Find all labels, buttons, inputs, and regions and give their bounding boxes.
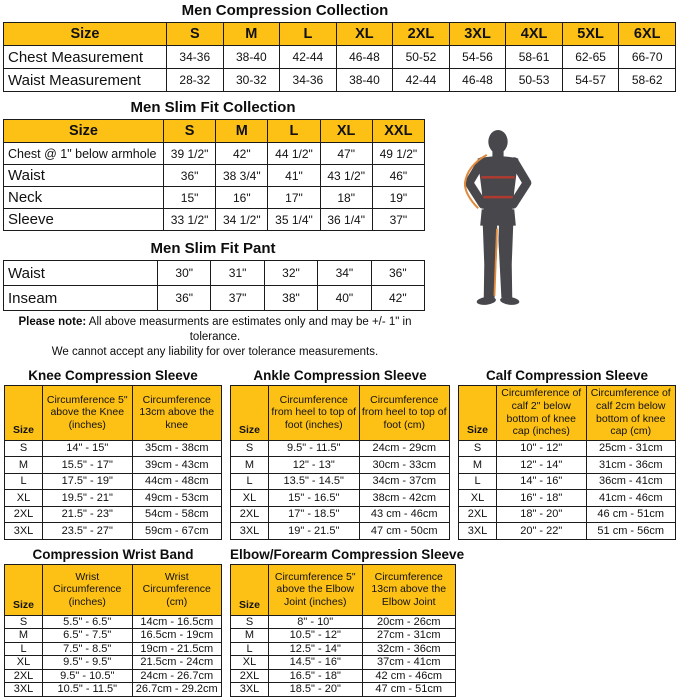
column-header: Circumference 5" above the Knee (inches): [43, 385, 133, 440]
table-row: [231, 523, 450, 540]
cell-value: 16" - 18": [497, 490, 587, 507]
cell-value: 21.5" - 23": [43, 506, 133, 523]
table-row: [4, 69, 676, 92]
cell-value: 16.5cm - 19cm: [132, 629, 222, 643]
column-header: 4XL: [506, 23, 563, 46]
wrist-band-table: [4, 564, 222, 697]
row-label: 3XL: [459, 523, 497, 540]
cell-value: 47": [320, 143, 372, 165]
row-label: Inseam: [4, 286, 158, 311]
cell-value: 7.5" - 8.5": [43, 642, 133, 656]
cell-value: 39cm - 43cm: [132, 457, 222, 474]
band-tables-row: [4, 547, 679, 697]
cell-value: 31cm - 36cm: [586, 457, 676, 474]
cell-value: 41": [268, 165, 320, 187]
table-row: [459, 440, 676, 457]
column-header: XL: [320, 120, 372, 143]
row-label: L: [231, 473, 269, 490]
cell-value: 30-32: [223, 69, 280, 92]
header-row: [5, 564, 222, 615]
table-row: [5, 642, 222, 656]
wrist-band-title: Compression Wrist Band: [32, 546, 194, 562]
column-header: Circumference of calf 2" below bottom of knee cap (inches): [497, 385, 587, 440]
header-row: [459, 385, 676, 440]
figure-left-leg: [490, 224, 492, 298]
calf-sleeve-title: Calf Compression Sleeve: [485, 367, 649, 383]
row-label: XL: [459, 490, 497, 507]
cell-value: 47 cm - 51cm: [362, 683, 456, 697]
cell-value: 46": [372, 165, 424, 187]
cell-value: 12" - 14": [497, 457, 587, 474]
tolerance-note-prefix: Please note:: [18, 316, 87, 328]
table-row: [231, 440, 450, 457]
row-label: Chest Measurement: [4, 46, 167, 69]
cell-value: 49cm - 53cm: [132, 490, 222, 507]
column-header: 5XL: [562, 23, 619, 46]
row-label: S: [459, 440, 497, 457]
column-header: 2XL: [393, 23, 450, 46]
cell-value: 49 1/2": [372, 143, 424, 165]
cell-value: 19.5" - 21": [43, 490, 133, 507]
table-row: [5, 506, 222, 523]
table-row: [231, 490, 450, 507]
column-header: Size: [231, 564, 269, 615]
row-label: 2XL: [231, 669, 269, 683]
row-label: Sleeve: [4, 209, 164, 231]
cell-value: 43 1/2": [320, 165, 372, 187]
row-label: Waist Measurement: [4, 69, 167, 92]
column-header: L: [280, 23, 337, 46]
row-label: M: [231, 457, 269, 474]
cell-value: 42-44: [280, 46, 337, 69]
cell-value: 33 1/2": [164, 209, 216, 231]
cell-value: 9.5" - 9.5": [43, 656, 133, 670]
men-slim-fit-pant-title: Men Slim Fit Pant: [150, 240, 276, 257]
row-label: 2XL: [231, 506, 269, 523]
row-label: S: [231, 615, 269, 629]
table-row: [5, 683, 222, 697]
cell-value: 50-53: [506, 69, 563, 92]
row-label: S: [5, 615, 43, 629]
header-row: [4, 120, 425, 143]
cell-value: 15": [164, 187, 216, 209]
table-row: [5, 490, 222, 507]
knee-sleeve-table: [4, 385, 222, 540]
row-label: 3XL: [5, 683, 43, 697]
cell-value: 19cm - 21.5cm: [132, 642, 222, 656]
cell-value: 8" - 10": [269, 615, 363, 629]
cell-value: 12.5" - 14": [269, 642, 363, 656]
cell-value: 24cm - 29cm: [359, 440, 450, 457]
calf-sleeve-section: [458, 368, 676, 540]
cell-value: 31": [211, 261, 264, 286]
cell-value: 10.5" - 12": [269, 629, 363, 643]
cell-value: 9.5" - 11.5": [269, 440, 360, 457]
cell-value: 34-36: [280, 69, 337, 92]
table-row: [5, 629, 222, 643]
cell-value: 40": [318, 286, 371, 311]
cell-value: 6.5" - 7.5": [43, 629, 133, 643]
male-silhouette-figure: [446, 130, 550, 308]
cell-value: 10.5" - 11.5": [43, 683, 133, 697]
cell-value: 46 cm - 51cm: [586, 506, 676, 523]
cell-value: 20cm - 26cm: [362, 615, 456, 629]
table-row: [231, 457, 450, 474]
ankle-sleeve-title: Ankle Compression Sleeve: [253, 367, 427, 383]
column-header: XL: [336, 23, 393, 46]
cell-value: 25cm - 31cm: [586, 440, 676, 457]
men-compression-title: Men Compression Collection: [181, 2, 389, 19]
men-slim-fit-pant-table: [3, 260, 425, 311]
row-label: S: [5, 440, 43, 457]
row-label: L: [5, 642, 43, 656]
table-row: [459, 473, 676, 490]
cell-value: 12" - 13": [269, 457, 360, 474]
column-header: 3XL: [449, 23, 506, 46]
row-label: S: [231, 440, 269, 457]
cell-value: 34cm - 37cm: [359, 473, 450, 490]
row-label: Chest @ 1" below armhole: [4, 143, 164, 165]
cell-value: 42": [216, 143, 268, 165]
cell-value: 26.7cm - 29.2cm: [132, 683, 222, 697]
tolerance-note-rest: All above measurments are estimates only and may be +/- 1" in tolerance.: [86, 316, 412, 344]
cell-value: 16.5" - 18": [269, 669, 363, 683]
cell-value: 34": [318, 261, 371, 286]
cell-value: 46-48: [336, 46, 393, 69]
column-header: Size: [231, 385, 269, 440]
cell-value: 34 1/2": [216, 209, 268, 231]
cell-value: 47 cm - 50cm: [359, 523, 450, 540]
table-row: [5, 669, 222, 683]
row-label: XL: [5, 490, 43, 507]
tolerance-note-line1: [0, 315, 430, 345]
cell-value: 35cm - 38cm: [132, 440, 222, 457]
cell-value: 38": [264, 286, 317, 311]
cell-value: 15.5" - 17": [43, 457, 133, 474]
row-label: Neck: [4, 187, 164, 209]
column-header: S: [164, 120, 216, 143]
column-header: Circumference of calf 2cm below bottom of knee cap (cm): [586, 385, 676, 440]
cell-value: 19" - 21.5": [269, 523, 360, 540]
table-row: [231, 615, 456, 629]
table-row: [231, 473, 450, 490]
cell-value: 14cm - 16.5cm: [132, 615, 222, 629]
cell-value: 37cm - 41cm: [362, 656, 456, 670]
cell-value: 21.5cm - 24cm: [132, 656, 222, 670]
cell-value: 13.5" - 14.5": [269, 473, 360, 490]
cell-value: 35 1/4": [268, 209, 320, 231]
row-label: Waist: [4, 165, 164, 187]
cell-value: 51 cm - 56cm: [586, 523, 676, 540]
column-header: 6XL: [619, 23, 676, 46]
row-label: M: [459, 457, 497, 474]
column-header: L: [268, 120, 320, 143]
row-label: XL: [231, 490, 269, 507]
row-label: M: [5, 457, 43, 474]
column-header: S: [167, 23, 224, 46]
figure-right-arm: [513, 162, 527, 205]
cell-value: 50-52: [393, 46, 450, 69]
cell-value: 42 cm - 46cm: [362, 669, 456, 683]
column-header: Circumference 13cm above the Elbow Joint: [362, 564, 456, 615]
tolerance-note-line2: We cannot accept any liability for over tolerance measurements.: [51, 346, 379, 359]
cell-value: 58-62: [619, 69, 676, 92]
calf-sleeve-table: [458, 385, 676, 540]
cell-value: 5.5" - 6.5": [43, 615, 133, 629]
elbow-sleeve-table: [230, 564, 456, 697]
header-row: [231, 385, 450, 440]
table-row: [231, 656, 456, 670]
table-row: [4, 261, 425, 286]
cell-value: 46-48: [449, 69, 506, 92]
table-row: [5, 457, 222, 474]
cell-value: 17": [268, 187, 320, 209]
ankle-sleeve-table: [230, 385, 450, 540]
cell-value: 54-56: [449, 46, 506, 69]
cell-value: 19": [372, 187, 424, 209]
cell-value: 17.5" - 19": [43, 473, 133, 490]
table-row: [459, 457, 676, 474]
column-header: Circumference from heel to top of foot (inches): [269, 385, 360, 440]
cell-value: 54-57: [562, 69, 619, 92]
column-header: Circumference 13cm above the knee: [132, 385, 222, 440]
sleeve-tables-row: [4, 368, 679, 540]
cell-value: 18": [320, 187, 372, 209]
column-header: Circumference from heel to top of foot (cm): [359, 385, 450, 440]
cell-value: 24cm - 26.7cm: [132, 669, 222, 683]
column-header: Circumference 5" above the Elbow Joint (inches): [269, 564, 363, 615]
row-label: M: [5, 629, 43, 643]
row-label: L: [231, 642, 269, 656]
column-header: M: [223, 23, 280, 46]
column-header: Size: [459, 385, 497, 440]
elbow-sleeve-section: [230, 547, 464, 697]
cell-value: 15" - 16.5": [269, 490, 360, 507]
cell-value: 38cm - 42cm: [359, 490, 450, 507]
cell-value: 44 1/2": [268, 143, 320, 165]
table-row: [231, 642, 456, 656]
cell-value: 38-40: [336, 69, 393, 92]
table-row: [459, 506, 676, 523]
figure-pelvis: [480, 209, 516, 225]
row-label: M: [231, 629, 269, 643]
cell-value: 27cm - 31cm: [362, 629, 456, 643]
cell-value: 36 1/4": [320, 209, 372, 231]
cell-value: 37": [372, 209, 424, 231]
table-row: [5, 440, 222, 457]
men-slim-fit-title: Men Slim Fit Collection: [130, 99, 296, 116]
cell-value: 37": [211, 286, 264, 311]
cell-value: 42-44: [393, 69, 450, 92]
table-row: [5, 656, 222, 670]
knee-sleeve-title: Knee Compression Sleeve: [28, 367, 198, 383]
row-label: 2XL: [459, 506, 497, 523]
cell-value: 43 cm - 46cm: [359, 506, 450, 523]
header-row: [4, 23, 676, 46]
table-row: [5, 523, 222, 540]
cell-value: 58-61: [506, 46, 563, 69]
row-label: XL: [5, 656, 43, 670]
column-header: XXL: [372, 120, 424, 143]
cell-value: 62-65: [562, 46, 619, 69]
cell-value: 36": [158, 286, 211, 311]
cell-value: 30cm - 33cm: [359, 457, 450, 474]
knee-sleeve-section: [4, 368, 222, 540]
row-label: 3XL: [5, 523, 43, 540]
table-row: [4, 165, 425, 187]
tolerance-note: [0, 315, 430, 361]
row-label: 3XL: [231, 523, 269, 540]
column-header: M: [216, 120, 268, 143]
column-header: Size: [4, 23, 167, 46]
row-label: L: [5, 473, 43, 490]
row-label: 2XL: [5, 669, 43, 683]
table-row: [231, 506, 450, 523]
cell-value: 34-36: [167, 46, 224, 69]
cell-value: 14" - 16": [497, 473, 587, 490]
men-compression-table: [3, 22, 676, 92]
row-label: 2XL: [5, 506, 43, 523]
cell-value: 36": [371, 261, 424, 286]
cell-value: 28-32: [167, 69, 224, 92]
cell-value: 54cm - 58cm: [132, 506, 222, 523]
cell-value: 66-70: [619, 46, 676, 69]
table-row: [4, 187, 425, 209]
header-row: [5, 385, 222, 440]
column-header: Size: [5, 385, 43, 440]
column-header: Wrist Circumference (inches): [43, 564, 133, 615]
table-row: [5, 615, 222, 629]
cell-value: 23.5" - 27": [43, 523, 133, 540]
table-row: [4, 143, 425, 165]
column-header: Size: [5, 564, 43, 615]
column-header: Size: [4, 120, 164, 143]
cell-value: 32": [264, 261, 317, 286]
cell-value: 9.5" - 10.5": [43, 669, 133, 683]
table-row: [5, 473, 222, 490]
cell-value: 39 1/2": [164, 143, 216, 165]
elbow-sleeve-title: Elbow/Forearm Compression Sleeve: [230, 546, 465, 562]
cell-value: 16": [216, 187, 268, 209]
cell-value: 38 3/4": [216, 165, 268, 187]
cell-value: 59cm - 67cm: [132, 523, 222, 540]
cell-value: 17" - 18.5": [269, 506, 360, 523]
cell-value: 18.5" - 20": [269, 683, 363, 697]
table-row: [459, 523, 676, 540]
wrist-band-section: [4, 547, 222, 697]
cell-value: 38-40: [223, 46, 280, 69]
cell-value: 30": [158, 261, 211, 286]
table-row: [459, 490, 676, 507]
figure-right-leg: [505, 224, 507, 298]
cell-value: 18" - 20": [497, 506, 587, 523]
cell-value: 36": [164, 165, 216, 187]
men-slim-fit-table: [3, 119, 425, 231]
cell-value: 20" - 22": [497, 523, 587, 540]
table-row: [4, 286, 425, 311]
cell-value: 36cm - 41cm: [586, 473, 676, 490]
cell-value: 32cm - 36cm: [362, 642, 456, 656]
column-header: Wrist Circumference (cm): [132, 564, 222, 615]
ankle-sleeve-section: [230, 368, 450, 540]
row-label: 3XL: [231, 683, 269, 697]
cell-value: 14.5" - 16": [269, 656, 363, 670]
row-label: Waist: [4, 261, 158, 286]
row-label: XL: [231, 656, 269, 670]
cell-value: 44cm - 48cm: [132, 473, 222, 490]
table-row: [4, 209, 425, 231]
table-row: [231, 683, 456, 697]
table-row: [4, 46, 676, 69]
cell-value: 42": [371, 286, 424, 311]
cell-value: 10" - 12": [497, 440, 587, 457]
cell-value: 41cm - 46cm: [586, 490, 676, 507]
table-row: [231, 629, 456, 643]
row-label: L: [459, 473, 497, 490]
table-row: [231, 669, 456, 683]
header-row: [231, 564, 456, 615]
cell-value: 14" - 15": [43, 440, 133, 457]
